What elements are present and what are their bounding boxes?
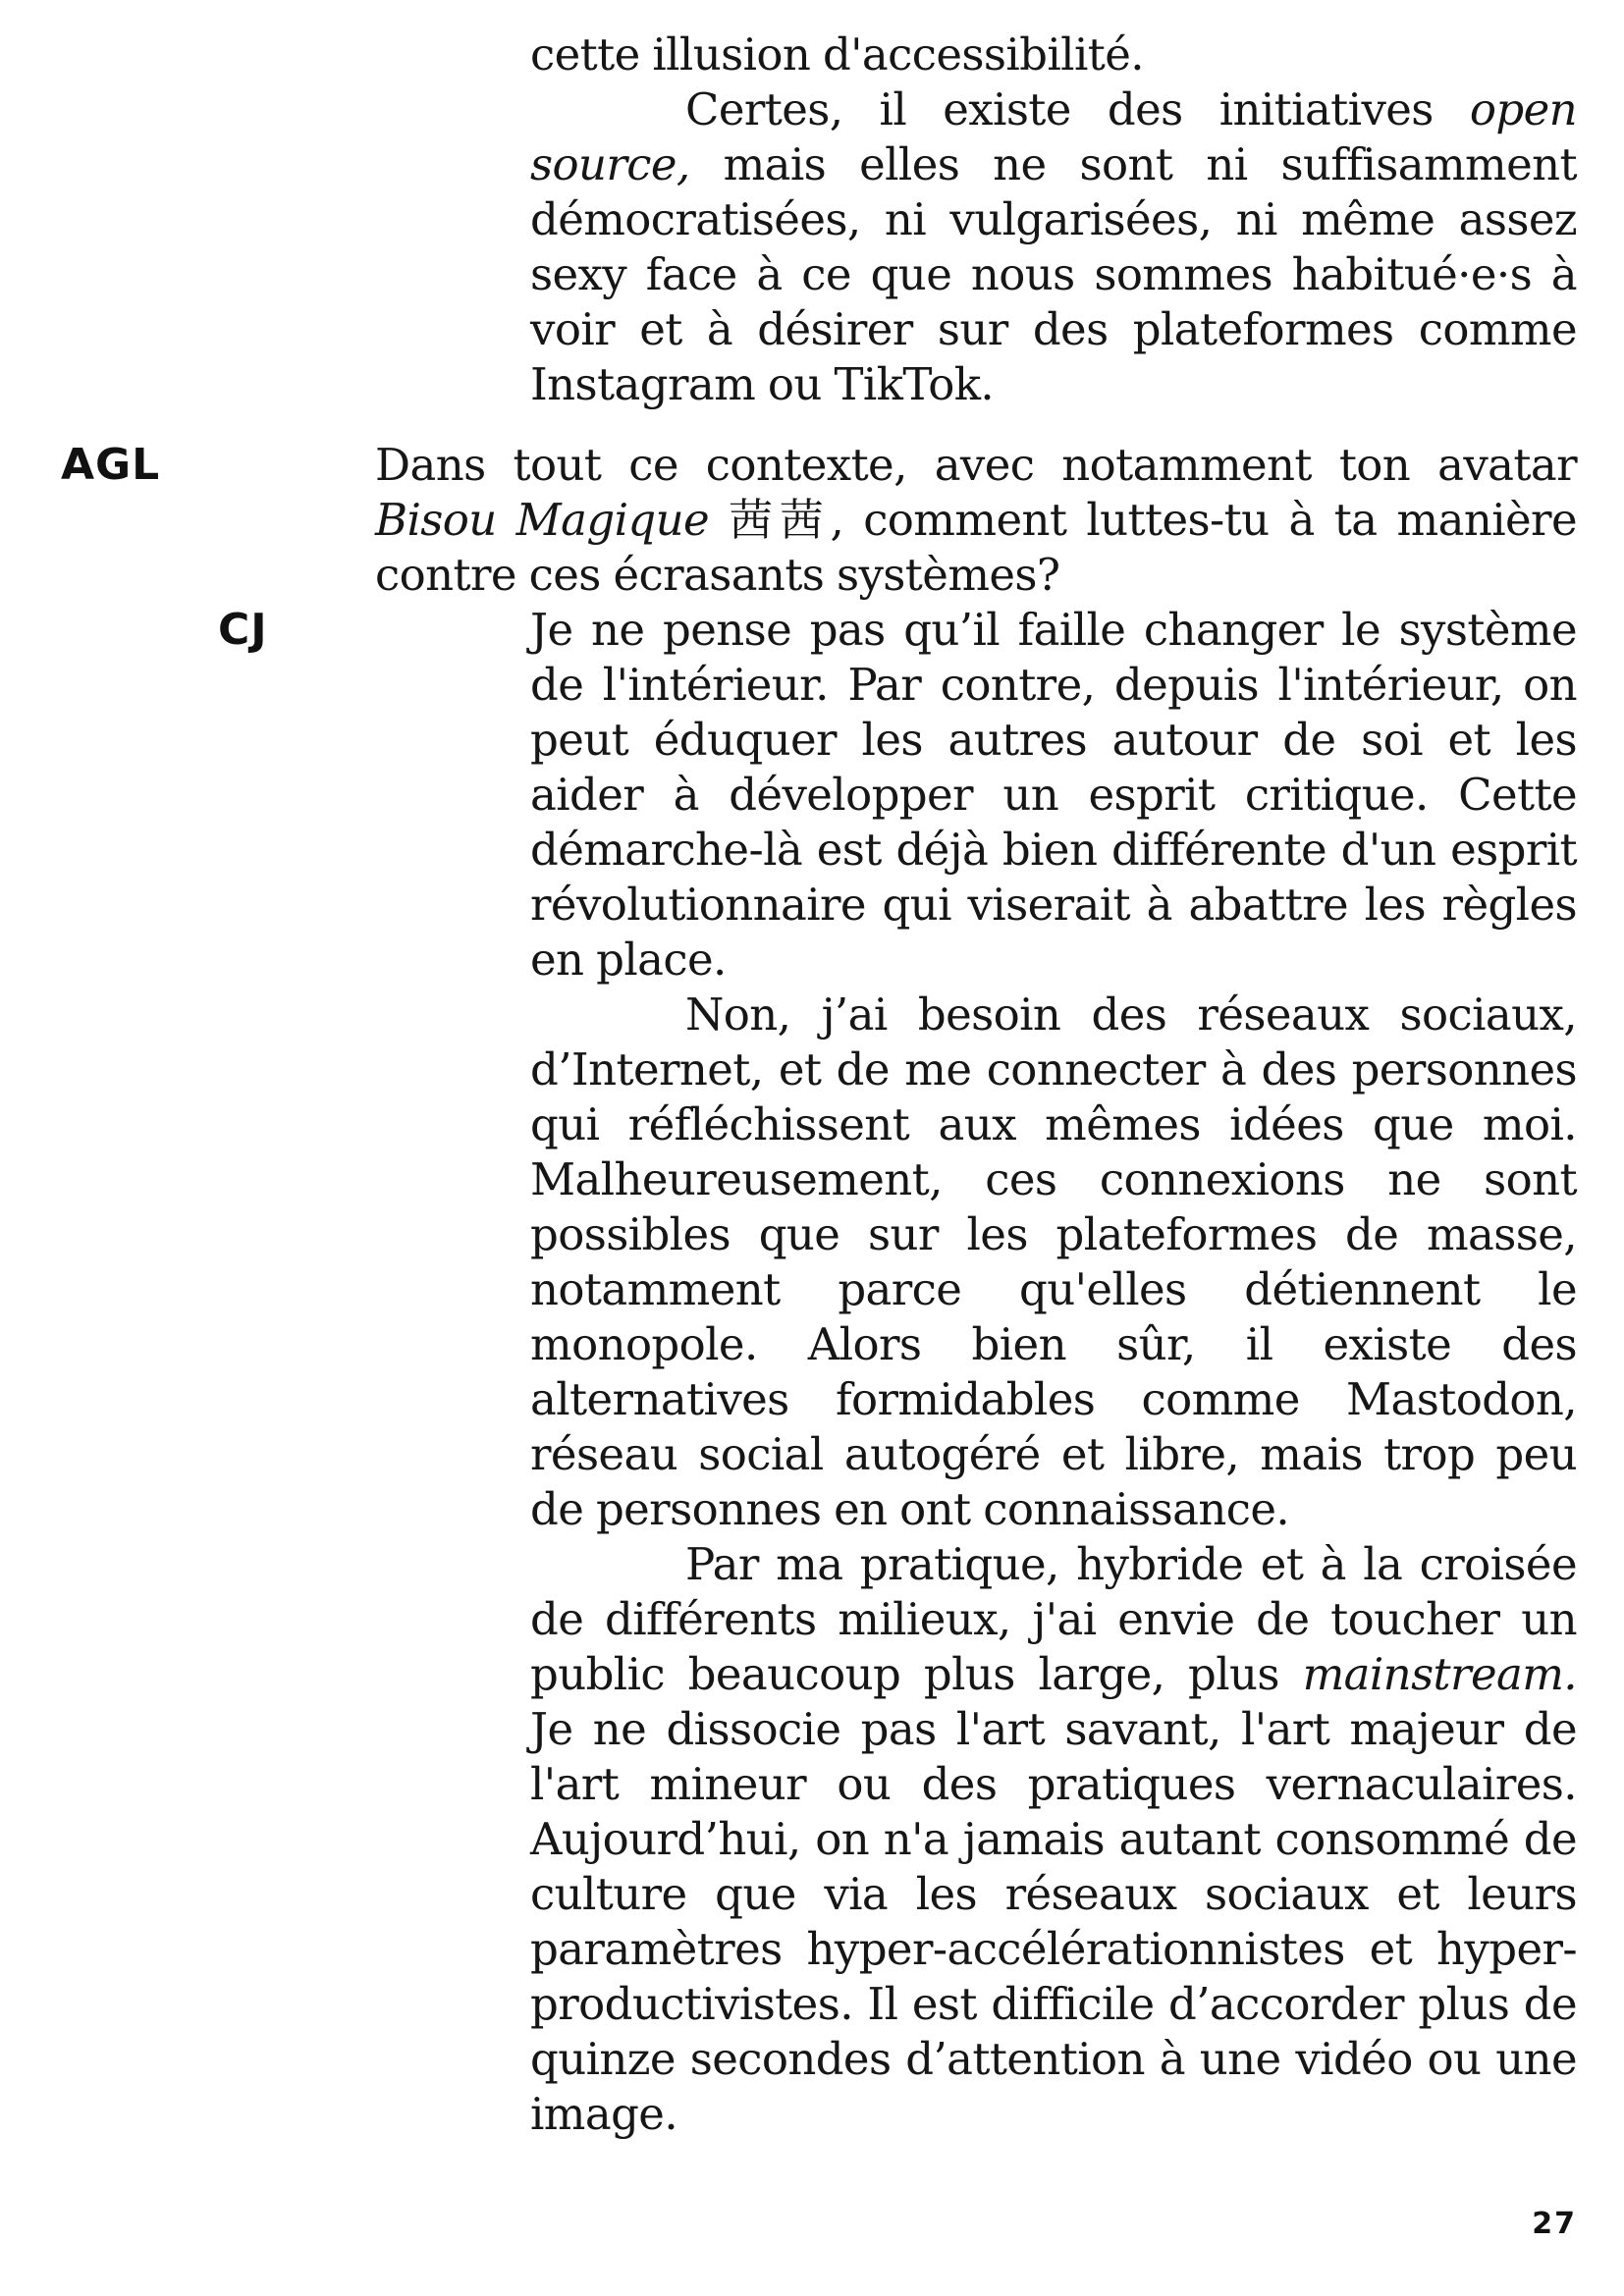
text-run: mais elles ne sont ni suffisamment démocratisées, ni vulgarisées, ni même assez sexy face à ce que nous sommes habitué·e·s à voir et à désirer sur des plateformes comme Instagram ou TikTok.	[530, 138, 1577, 410]
text-run: Par ma pratique, hybride et à la croisée de différents milieux, j'ai envie de toucher un public beaucoup plus large, plus	[530, 1538, 1577, 1700]
text-run: Je ne dissocie pas l'art savant, l'art majeur de l'art mineur ou des pratiques vernaculaires. Aujourd’hui, on n'a jamais autant consommé de culture que via les réseaux sociaux et leurs paramètres hyper-accélérationnistes et hyper-productivistes. Il est difficile d’accorder plus de quinze secondes d’attention à une vidéo ou une image.	[530, 1703, 1577, 2140]
paragraph	[530, 988, 1577, 1537]
italic-text: Bisou Magique	[375, 494, 709, 546]
paragraph	[530, 603, 1577, 988]
speaker-label-cj: CJ	[218, 605, 268, 655]
text-run: Dans tout ce contexte, avec notamment ton avatar	[375, 439, 1577, 491]
text-run: Je ne pense pas qu’il faille changer le système de l'intérieur. Par contre, depuis l'intérieur, on peut éduquer les autres autour de soi et les aider à développer un esprit critique. Cette démarche-là est déjà bien différente d'un esprit révolutionnaire qui viserait à abattre les règles en place.	[530, 604, 1577, 986]
speaker-label-agl: AGL	[61, 440, 161, 490]
italic-text: open source,	[530, 83, 1577, 190]
text-run: cette illusion d'accessibilité.	[530, 28, 1144, 80]
paragraph	[375, 438, 1577, 603]
text-run: 茜茜, comment luttes-tu à ta manière contre ces écrasants systèmes?	[375, 494, 1577, 601]
text-run: Non, j’ai besoin des réseaux sociaux, d’Internet, et de me connecter à des personnes qui réfléchissent aux mêmes idées que moi. Malheureusement, ces connexions ne sont possibles que sur les plateformes de masse, notamment parce qu'elles détiennent le monopole. Alors bien sûr, il existe des alternatives formidables comme Mastodon, réseau social autogéré et libre, mais trop peu de personnes en ont connaissance.	[530, 988, 1577, 1535]
page-number: 27	[1532, 2207, 1577, 2241]
text-block-agl-question	[375, 438, 1577, 603]
paragraph	[530, 27, 1577, 82]
text-block-continuation	[530, 27, 1577, 412]
text-block-cj-answer	[530, 603, 1577, 2142]
paragraph	[530, 82, 1577, 412]
text-run: Certes, il existe des initiatives	[685, 83, 1470, 135]
paragraph	[530, 1537, 1577, 2142]
italic-text: mainstream.	[1302, 1648, 1577, 1700]
